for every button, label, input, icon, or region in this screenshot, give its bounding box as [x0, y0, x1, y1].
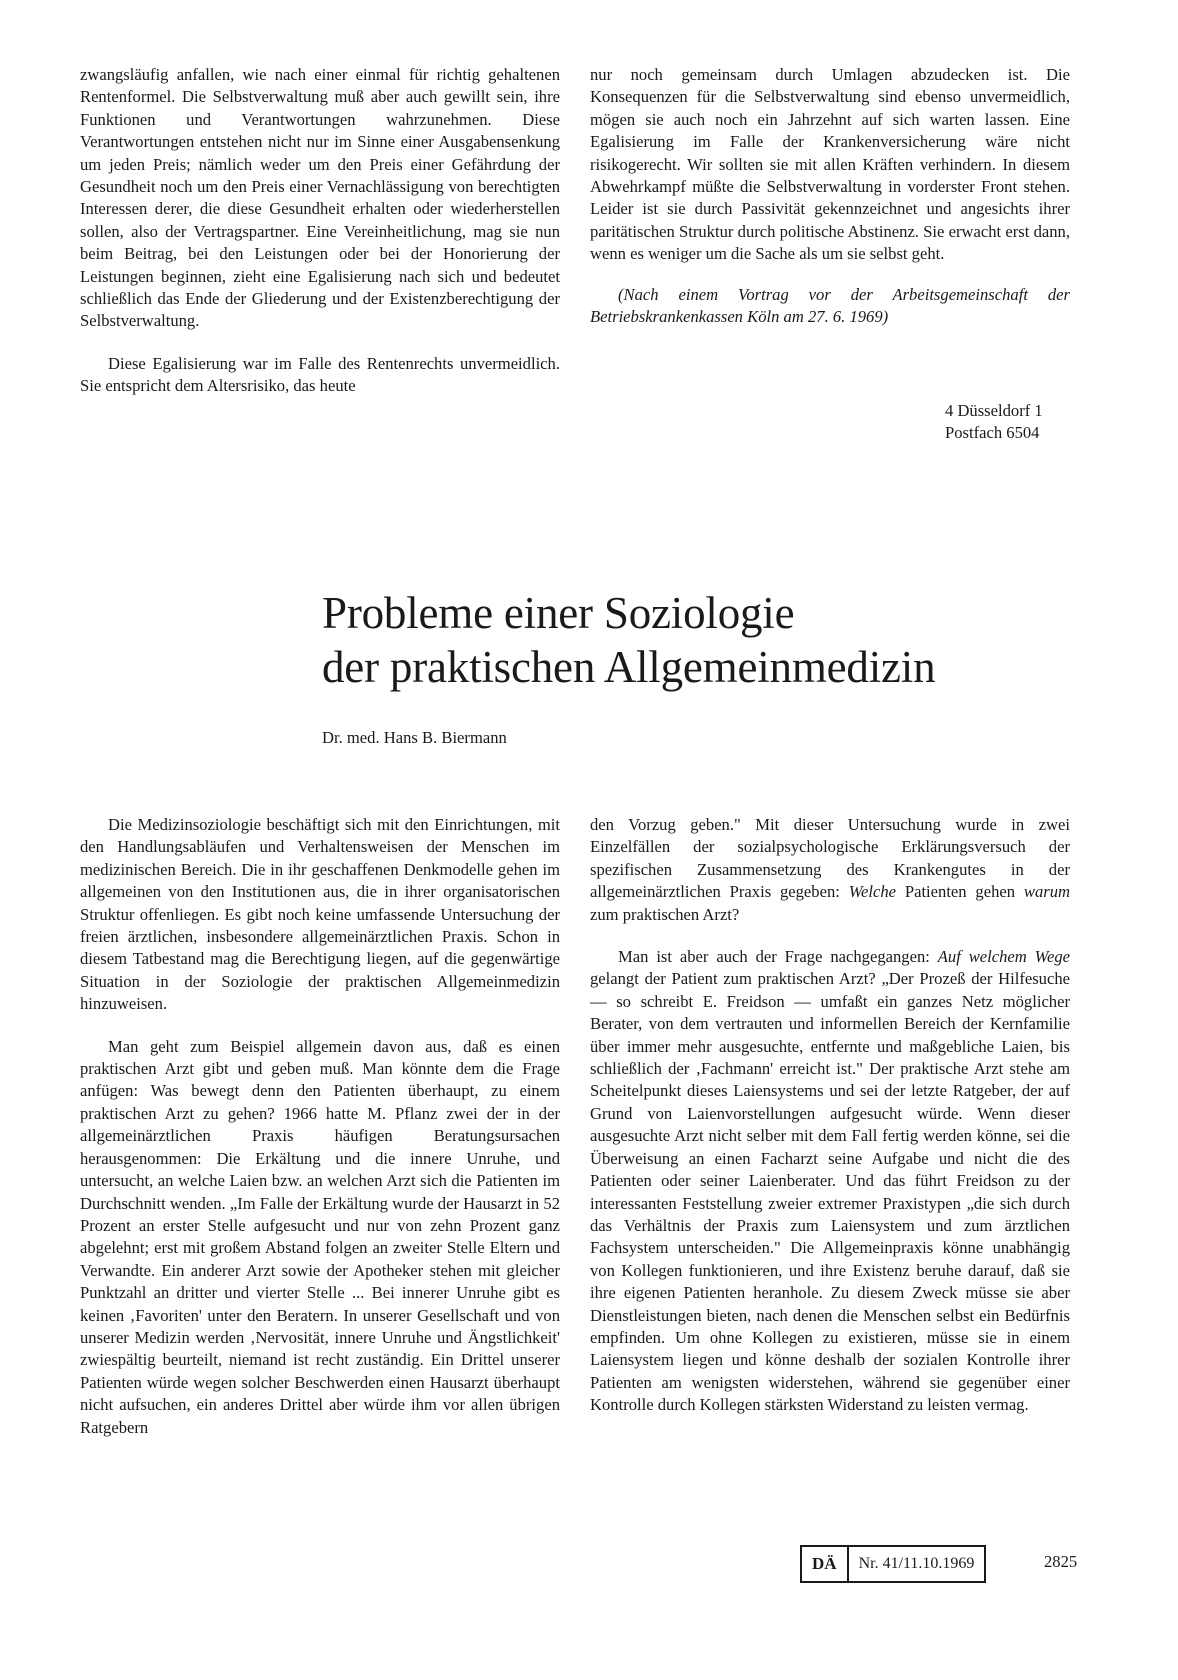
text-run: gelangt der Patient zum praktischen Arzt? „Der Prozeß der Hilfesuche — so schreibt E. Freidson — umfaßt ein ganzes Netz möglicher Berater, von dem vertrauten und informellen Bereich der Kernfamilie über immer mehr ausgesuchte, entfernte und maßgebliche Laien, bis schließlich der ‚Fachmann' erreicht ist." Der praktische Arzt stehe am Scheitelpunkt dieses Laiensystems und sei der letzte Ratgeber, der auf Grund von Laienvorstellungen aufgesucht würde. Wenn dieser ausgesuchte Arzt nicht selber mit dem Fall fertig werden könne, sei die Überweisung an einen Facharzt seine Aufgabe und nicht die des Patienten oder seiner Laienberater. Und das führt Freidson zu der interessanten Feststellung zweier extremer Praxistypen „die sich durch das Verhältnis der Praxis zum Laiensystem und zum ärztlichen Fachsystem unterscheiden." Die Allgemeinpraxis könne unabhängig von Kollegen funktionieren, und ihre Existenz beruhe darauf, daß sie ihre eigenen Patienten heranhole. Zu diesem Zweck müsse sie aber Dienstleistungen bieten, nach denen die Menschen selbst ein Bedürfnis empfinden. Um ohne Kollegen zu existieren, müsse sie in einem Laiensystem liegen und könne deshalb der sozialen Kontrolle ihrer Patienten am wenigsten widerstehen, während sie gegenüber einer Kontrolle durch Kollegen stärksten Widerstand zu leisten vermag.: [590, 969, 1070, 1415]
article-body-left-column: [80, 814, 560, 1439]
continued-text-left-column: [80, 64, 560, 398]
emphasis: warum: [1023, 882, 1070, 902]
journal-logo: DÄ: [802, 1547, 849, 1581]
paragraph: zwangsläufig anfallen, wie nach einer einmal für richtig gehaltenen Rentenformel. Die Selbstverwaltung muß aber auch gewillt sein, ihre Funktionen und Verantwortungen wahrzunehmen. Diese Verantwortungen entstehen nicht nur im Sinne einer Ausgabensenkung um jeden Preis; nämlich weder um den Preis einer Gefährdung der Gesundheit noch um den Preis einer Vernachlässigung von berechtigten Interessen derer, die diese Gesundheit erhalten oder wiederherstellen sollen, also der Vertragspartner. Eine Vereinheitlichung, mag sie nun beim Beitrag, bei den Leistungen oder bei der Honorierung der Leistungen beginnen, zieht eine Egalisierung nach sich und bedeutet schließlich das Ende der Gliederung und der Existenzberechtigung der Selbstverwaltung.: [80, 65, 560, 331]
paragraph: Man geht zum Beispiel allgemein davon aus, daß es einen praktischen Arzt gibt und geben muß. Man könnte dem die Frage anfügen: Was bewegt denn den Patienten überhaupt, zu einem praktischen Arzt zu gehen? 1966 hatte M. Pflanz zwei der in der allgemeinärztlichen Praxis häufigen Beratungsursachen herausgenommen: Die Erkältung und die innere Unruhe, und untersucht, an welche Laien bzw. an welchen Arzt sich die Patienten im Durchschnitt wenden. „Im Falle der Erkältung wurde der Hausarzt in 52 Prozent an erster Stelle aufgesucht und nur von zehn Prozent ganz abgelehnt; erst mit großem Abstand folgen an zweiter Stelle Eltern und Verwandte. Ein anderer Arzt sowie der Apotheker stehen mit gleicher Punktzahl an dritter und vierter Stelle ... Bei innerer Unruhe gibt es keinen ‚Favoriten' unter den Beratern. In unserer Gesellschaft und von unserer Medizin werden ‚Nervosität, innere Unruhe und Ängstlichkeit' zwiespältig beurteilt, niemand ist recht zuständig. Ein Drittel unserer Patienten würde wegen solcher Beschwerden einen Hausarzt überhaupt nicht aufsuchen, ein anderes Drittel aber würde ihm vor allen übrigen Ratgebern: [80, 1036, 560, 1437]
article-title: [322, 586, 935, 694]
emphasis: Auf welchem Wege: [937, 947, 1070, 967]
paragraph: [590, 814, 1070, 926]
paragraph: [590, 946, 1070, 1417]
continued-text-right-column: [590, 64, 1070, 328]
article-body-right-column: [590, 814, 1070, 1417]
paragraph: Diese Egalisierung war im Falle des Rentenrechts unvermeidlich. Sie entspricht dem Altersrisiko, das heute: [80, 353, 560, 396]
address-line: Postfach 6504: [945, 423, 1040, 442]
article-author: Dr. med. Hans B. Biermann: [322, 728, 507, 747]
author-address: [945, 400, 1043, 444]
title-line: Probleme einer Soziologie: [322, 588, 795, 638]
issue-box: [800, 1545, 986, 1583]
text-run: zum praktischen Arzt?: [590, 904, 740, 924]
source-note: (Nach einem Vortrag vor der Arbeitsgemeinschaft der Betriebskrankenkassen Köln am 27. 6. 1969): [590, 284, 1070, 327]
page-number: 2825: [1044, 1552, 1078, 1571]
text-run: Man ist aber auch der Frage nachgegangen:: [618, 947, 938, 967]
paragraph: nur noch gemeinsam durch Umlagen abzudecken ist. Die Konsequenzen für die Selbstverwaltung sind ebenso unvermeidlich, mögen sie auch noch ein Jahrzehnt auf sich warten lassen. Eine Egalisierung im Falle der Krankenversicherung wäre nicht risikogerecht. Wir sollten sie mit allen Kräften verhindern. In diesem Abwehrkampf müßte die Selbstverwaltung in vorderster Front stehen. Leider ist sie durch Passivität gekennzeichnet und angesichts ihrer paritätischen Struktur durch politische Abstinenz. Sie erwacht erst dann, wenn es weniger um die Sache als um sie selbst geht.: [590, 65, 1070, 264]
title-line: der praktischen Allgemeinmedizin: [322, 642, 936, 692]
issue-number: Nr. 41/11.10.1969: [858, 1555, 975, 1572]
emphasis: Welche: [848, 882, 897, 902]
text-run: Patienten gehen: [896, 882, 1024, 902]
paragraph: Die Medizinsoziologie beschäftigt sich mit den Einrichtungen, mit den Handlungsabläufen und Verhaltensweisen der Menschen im medizinischen Bereich. Die in ihr geschaffenen Denkmodelle gehen im allgemeinen von den Institutionen aus, die in ihrer organisatorischen Struktur offenliegen. Es gibt noch keine umfassende Untersuchung der freien ärztlichen, insbesondere allgemeinärztlichen Praxis. Schon in diesem Tatbestand mag die Berechtigung liegen, auf die gegenwärtige Situation in der Soziologie der praktischen Allgemeinmedizin hinzuweisen.: [80, 815, 560, 1014]
text-run: den Vorzug geben." Mit dieser Untersuchung wurde in zwei Einzelfällen der sozialpsychologische Erklärungsversuch der spezifischen Zusammensetzung des Krankengutes in der allgemeinärztlichen Praxis gegeben:: [590, 815, 1070, 902]
address-line: 4 Düsseldorf 1: [945, 401, 1043, 420]
